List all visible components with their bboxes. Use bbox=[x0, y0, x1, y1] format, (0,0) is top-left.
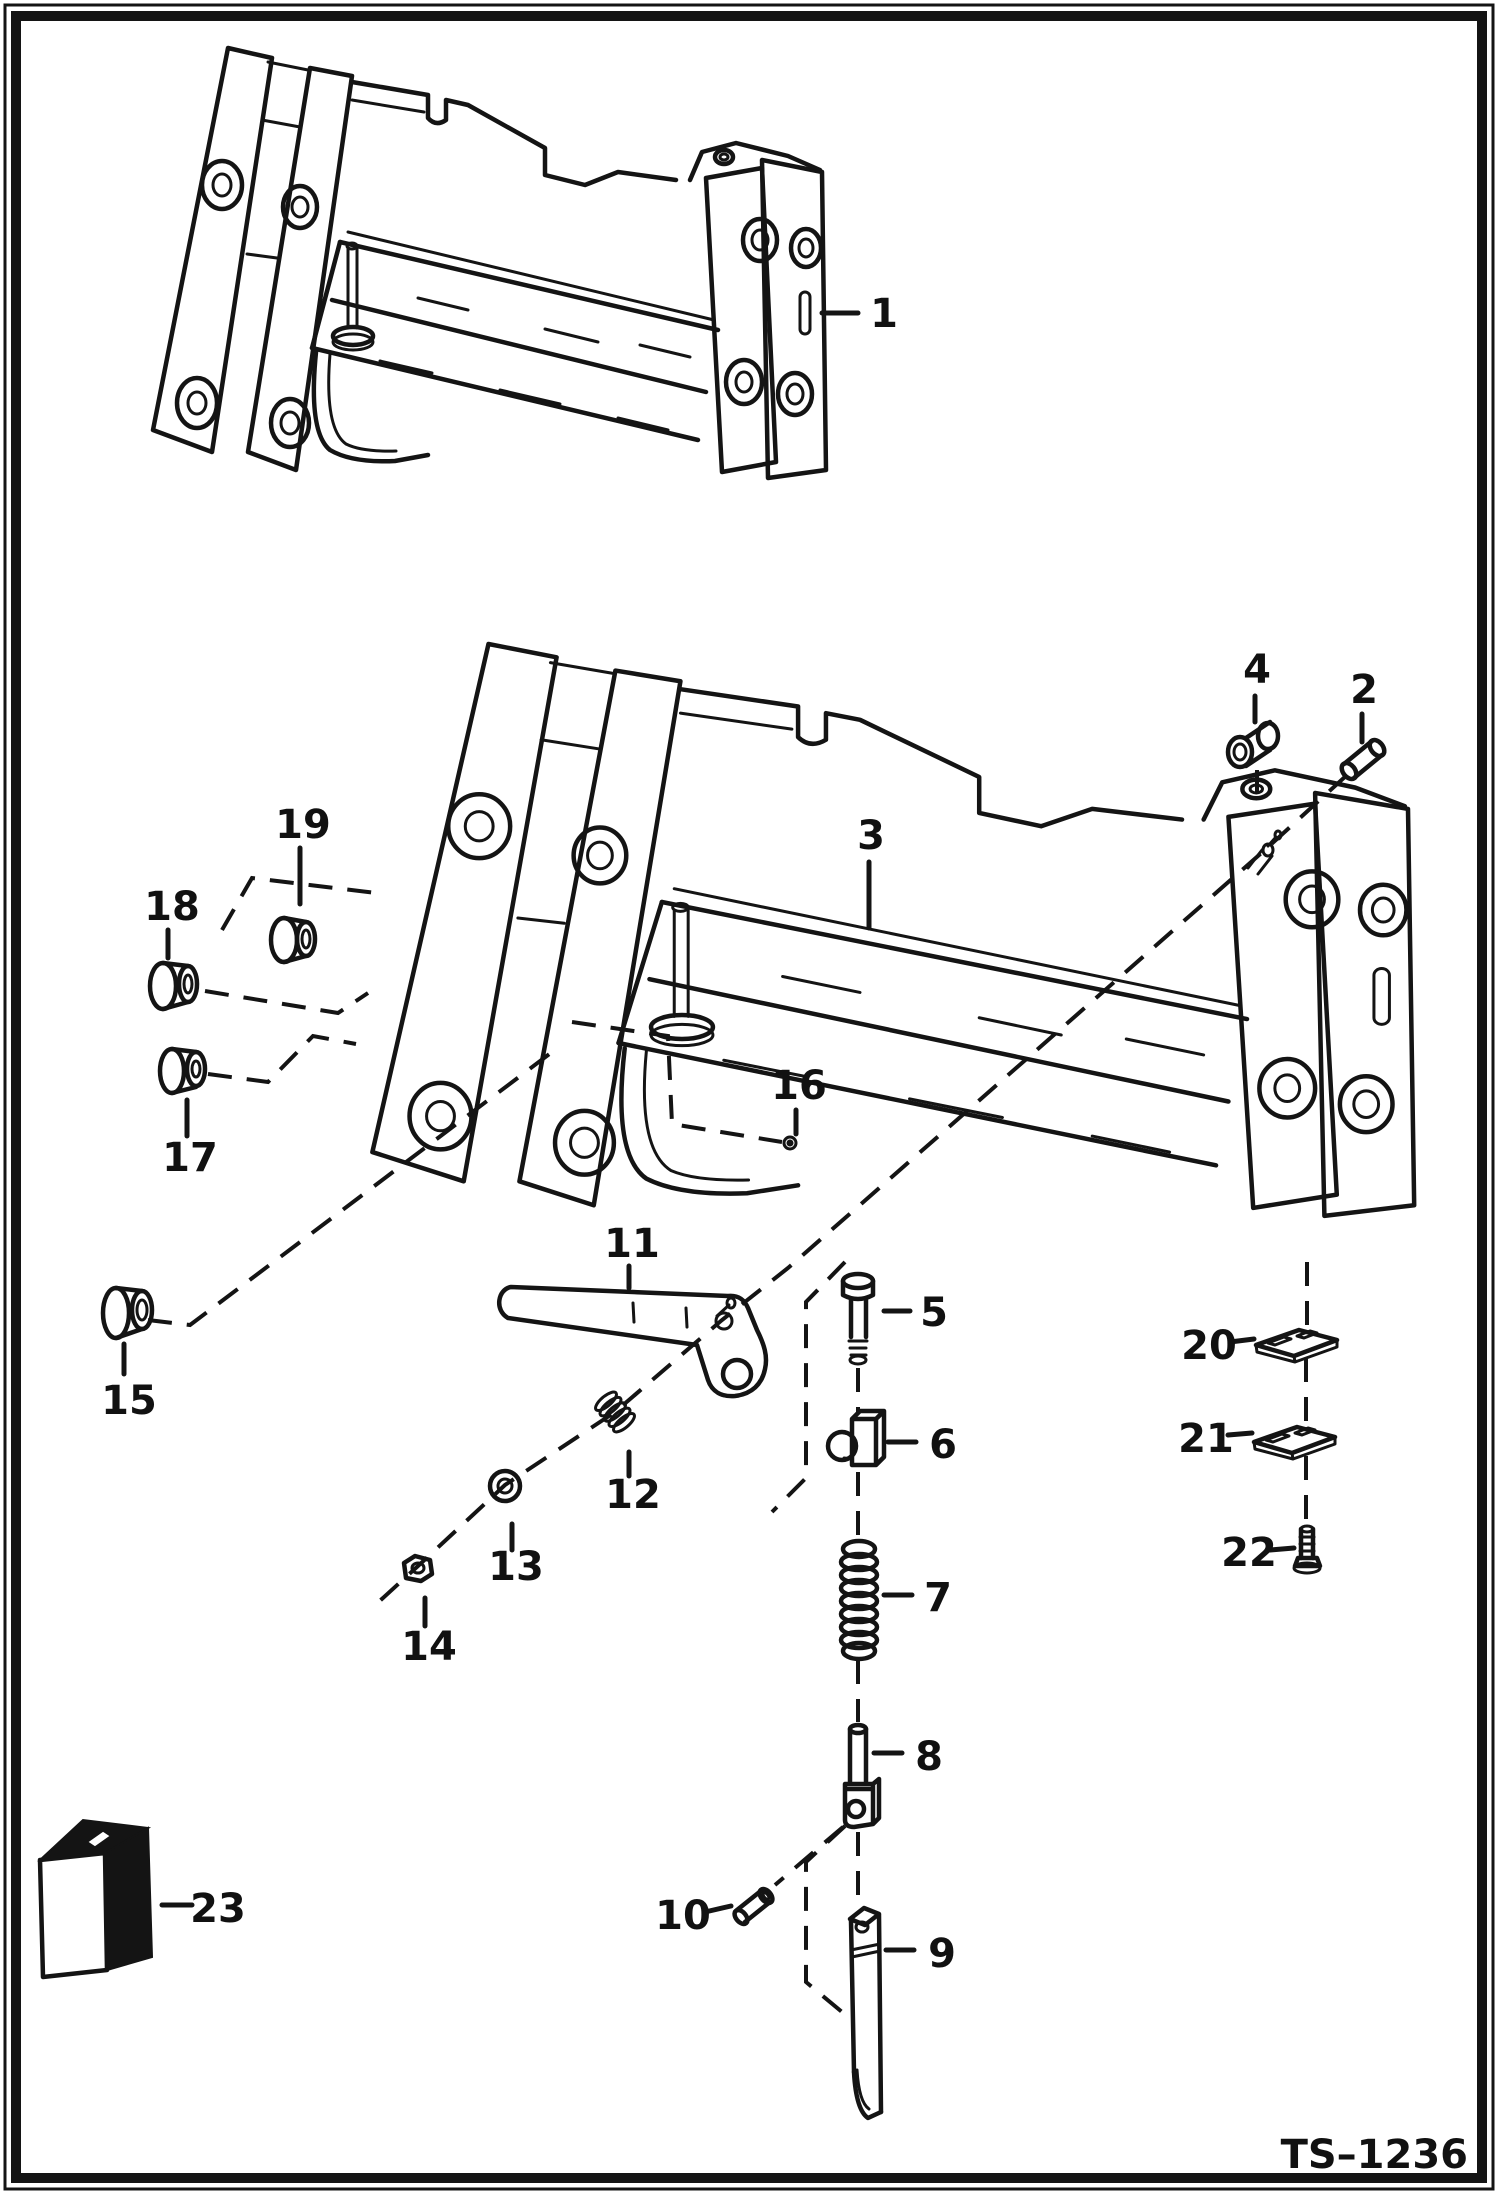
callout-12 bbox=[605, 1452, 661, 1518]
callout-6 bbox=[888, 1422, 957, 1468]
callout-2 bbox=[1350, 667, 1378, 742]
part-1-frame-assembly bbox=[153, 48, 826, 478]
part-18-bushing bbox=[150, 963, 197, 1009]
part-15-flanged-nut bbox=[103, 1288, 152, 1338]
part-20-shim bbox=[1256, 1330, 1337, 1362]
callout-17 bbox=[162, 1100, 218, 1181]
part-21-shim bbox=[1254, 1427, 1335, 1459]
part-16-screw bbox=[784, 1137, 796, 1149]
callout-number-1: 1 bbox=[870, 291, 898, 337]
part-9-wedge bbox=[850, 1908, 881, 2118]
callout-number-17: 17 bbox=[162, 1135, 218, 1181]
part-8-link-pin bbox=[845, 1725, 879, 1827]
callout-number-12: 12 bbox=[605, 1472, 661, 1518]
callout-19 bbox=[275, 802, 331, 904]
callout-22 bbox=[1221, 1530, 1294, 1576]
part-10-roll-pin bbox=[732, 1887, 775, 1927]
callout-number-11: 11 bbox=[604, 1221, 660, 1267]
callout-18 bbox=[144, 884, 200, 958]
callout-number-16: 16 bbox=[771, 1063, 827, 1109]
callout-number-21: 21 bbox=[1178, 1416, 1234, 1462]
callout-number-18: 18 bbox=[144, 884, 200, 930]
callout-number-14: 14 bbox=[401, 1624, 457, 1670]
callout-number-5: 5 bbox=[920, 1290, 948, 1336]
callout-number-8: 8 bbox=[915, 1734, 943, 1780]
callout-1 bbox=[822, 291, 898, 337]
callout-20 bbox=[1181, 1323, 1254, 1369]
callout-10 bbox=[655, 1893, 731, 1939]
callout-4 bbox=[1243, 647, 1271, 722]
part-5-bolt bbox=[843, 1274, 873, 1364]
callout-8 bbox=[874, 1734, 943, 1780]
callout-3 bbox=[857, 813, 885, 928]
callout-number-13: 13 bbox=[488, 1544, 544, 1590]
part-4-bushing bbox=[1228, 722, 1278, 767]
callout-23 bbox=[162, 1886, 246, 1932]
part-6-swivel-block bbox=[828, 1411, 884, 1465]
callout-14 bbox=[401, 1598, 457, 1670]
callout-number-20: 20 bbox=[1181, 1323, 1237, 1369]
callout-number-15: 15 bbox=[101, 1378, 157, 1424]
callout-number-7: 7 bbox=[924, 1575, 952, 1621]
callout-9 bbox=[886, 1931, 956, 1977]
part-19-bushing bbox=[271, 918, 315, 962]
callout-13 bbox=[488, 1524, 544, 1590]
callout-number-10: 10 bbox=[655, 1893, 711, 1939]
callout-21 bbox=[1178, 1416, 1252, 1462]
callout-5 bbox=[884, 1290, 948, 1336]
callout-number-22: 22 bbox=[1221, 1530, 1277, 1576]
part-12-spring bbox=[593, 1389, 637, 1435]
drawing-number: TS–1236 bbox=[1280, 2132, 1468, 2178]
callout-15 bbox=[101, 1344, 157, 1424]
part-22-screw bbox=[1294, 1526, 1320, 1573]
callout-number-3: 3 bbox=[857, 813, 885, 859]
callout-number-4: 4 bbox=[1243, 647, 1271, 693]
part-23-block bbox=[40, 1820, 152, 1977]
part-17-bushing bbox=[160, 1049, 205, 1093]
callout-7 bbox=[884, 1575, 952, 1621]
callout-number-9: 9 bbox=[928, 1931, 956, 1977]
callout-number-23: 23 bbox=[190, 1886, 246, 1932]
callout-number-6: 6 bbox=[929, 1422, 957, 1468]
part-11-lever bbox=[499, 1287, 766, 1396]
callout-16 bbox=[771, 1063, 827, 1134]
part-7-spring bbox=[841, 1541, 877, 1659]
callout-number-19: 19 bbox=[275, 802, 331, 848]
callout-number-2: 2 bbox=[1350, 667, 1378, 713]
callout-11 bbox=[604, 1221, 660, 1288]
